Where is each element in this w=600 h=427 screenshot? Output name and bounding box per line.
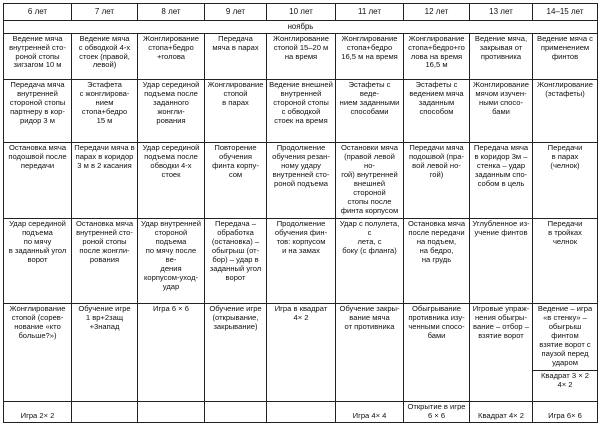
- table-cell: Продолжение обучения фин- тов: корпусом и на замах: [267, 218, 336, 303]
- table-cell: Передача мяча внутренней стороной стопы партнеру в кор- ридор 3 м: [4, 80, 72, 143]
- table-cell: Передача мяча в парах: [205, 33, 267, 80]
- table-row: [4, 33, 598, 80]
- column-header: 7 лет: [72, 4, 138, 21]
- table-cell: Жонглирование мячом изучен- ными спосо- бами: [470, 80, 533, 143]
- column-header: 6 лет: [4, 4, 72, 21]
- table-cell: Квадрат 4× 2: [470, 401, 533, 422]
- table-cell: [533, 304, 598, 401]
- table-cell: Ведение мяча с применением финтов: [533, 33, 598, 80]
- training-plan-table: [3, 3, 598, 423]
- column-header: 8 лет: [138, 4, 205, 21]
- table-cell: Обыгрывание противника изу- ченными спосо- бами: [404, 304, 470, 401]
- table-cell: Ведение мяча внутренней сто- роной стопы зигзагом 10 м: [4, 33, 72, 80]
- table-cell: [72, 401, 138, 422]
- table-cell-text: Ведение – игра «в стенку» – обыгрыш финтом взятие ворот с паузой перед ударом: [537, 304, 593, 367]
- table-row: [4, 143, 598, 219]
- table-row: [4, 80, 598, 143]
- table-cell: Игра 4× 4: [336, 401, 404, 422]
- table-cell: Ведение мяча с обводкой 4-х стоек (правой, левой): [72, 33, 138, 80]
- table-cell: Продолжение обучения резан- ному удару внутренней сто- роной подъема: [267, 143, 336, 219]
- table-cell: Открытие в игре 6 × 6: [404, 401, 470, 422]
- table-cell: Жонглирование стопа+бедро+го лова на время 16,5 м: [404, 33, 470, 80]
- table-cell: Жонглирование стопа+бедро 16,5 м на время: [336, 33, 404, 80]
- table-cell: Игра 6 × 6: [138, 304, 205, 401]
- column-header: 14–15 лет: [533, 4, 598, 21]
- table-cell: Жонглирование (эстафеты): [533, 80, 598, 143]
- table-cell: [205, 401, 267, 422]
- table-cell: Игра 6× 6: [533, 401, 598, 422]
- table-cell: Ведение мяча, закрывая от противника: [470, 33, 533, 80]
- table-row: [4, 218, 598, 303]
- table-cell: Остановка мяча внутренней сто- роной стопы после жонгли- рования: [72, 218, 138, 303]
- table-cell: Игровые упраж- нения обыгры- вание – отбор – взятие ворот: [470, 304, 533, 401]
- table-cell: Игра 2× 2: [4, 401, 72, 422]
- table-cell: Удар с полулета, с лета, с боку (с фланга): [336, 218, 404, 303]
- table-cell: Повторение обучения финта корпу- сом: [205, 143, 267, 219]
- table-cell: Передачи в парах (челнок): [533, 143, 598, 219]
- table-cell: Передачи мяча подошвой (пра- вой левой но- гой): [404, 143, 470, 219]
- table-cell: Передача мяча в коридор 3м – стенка – удар заданным спо- собом в цель: [470, 143, 533, 219]
- table-row: [4, 401, 598, 422]
- table-cell: Эстафета с жонглирова- нием стопа+бедро 15 м: [72, 80, 138, 143]
- table-cell: Удар серединой подъема после обводки 4-х стоек: [138, 143, 205, 219]
- column-header: 13 лет: [470, 4, 533, 21]
- table-cell: Передачи в тройках челнок: [533, 218, 598, 303]
- table-body: [4, 4, 598, 423]
- month-row: [4, 21, 598, 33]
- table-cell: Обучение игре 1 вр+2защ +3напад: [72, 304, 138, 401]
- table-cell: [138, 401, 205, 422]
- column-header: 9 лет: [205, 4, 267, 21]
- column-header: 12 лет: [404, 4, 470, 21]
- table-cell: Удар серединой подъема по мячу в заданный угол ворот: [4, 218, 72, 303]
- column-header: 11 лет: [336, 4, 404, 21]
- table-cell: Углубленное из- учение финтов: [470, 218, 533, 303]
- table-cell: Жонглирование стопой (сорев- нование «кто больше?»): [4, 304, 72, 401]
- table-cell: Остановка мяча после передачи на подъем, на бедро, на грудь: [404, 218, 470, 303]
- table-cell: Жонглирование стопой в парах: [205, 80, 267, 143]
- table-cell: Эстафеты с ведением мяча заданным способом: [404, 80, 470, 143]
- table-cell: Жонглирование стопа+бедро +голова: [138, 33, 205, 80]
- table-cell: Жонглирование стопой 15–20 м на время: [267, 33, 336, 80]
- table-cell: Игра в квадрат 4× 2: [267, 304, 336, 401]
- table-row: [4, 304, 598, 401]
- column-header: 10 лет: [267, 4, 336, 21]
- table-cell: [267, 401, 336, 422]
- table-cell: Остановки мяча (правой левой но- гой) внутренней внешней стороной стопы после финта корпусом: [336, 143, 404, 219]
- table-cell-note: Квадрат 3 × 2 4× 2: [533, 370, 597, 391]
- table-cell: Ведение внешней внутренней стороной стопы с обводкой стоек на время: [267, 80, 336, 143]
- table-cell: Остановка мяча подошвой после передачи: [4, 143, 72, 219]
- table-cell: Передачи мяча в парах в коридор 3 м в 2 касания: [72, 143, 138, 219]
- table-cell: Удар внутренней стороной подъема по мячу после ве- дения корпусом-уход-удар: [138, 218, 205, 303]
- table-cell: Передача – обработка (остановка) – обыгрыш (от- бор) – удар в заданный угол ворот: [205, 218, 267, 303]
- month-label: ноябрь: [4, 21, 598, 33]
- header-row: [4, 4, 598, 21]
- table-cell: Обучение закры- вание мяча от противника: [336, 304, 404, 401]
- table-cell: Обучение игре (открывание, закрывание): [205, 304, 267, 401]
- table-cell: Удар серединой подъема после заданного жонгли- рования: [138, 80, 205, 143]
- table-cell: Эстафеты с веде- нием заданными способами: [336, 80, 404, 143]
